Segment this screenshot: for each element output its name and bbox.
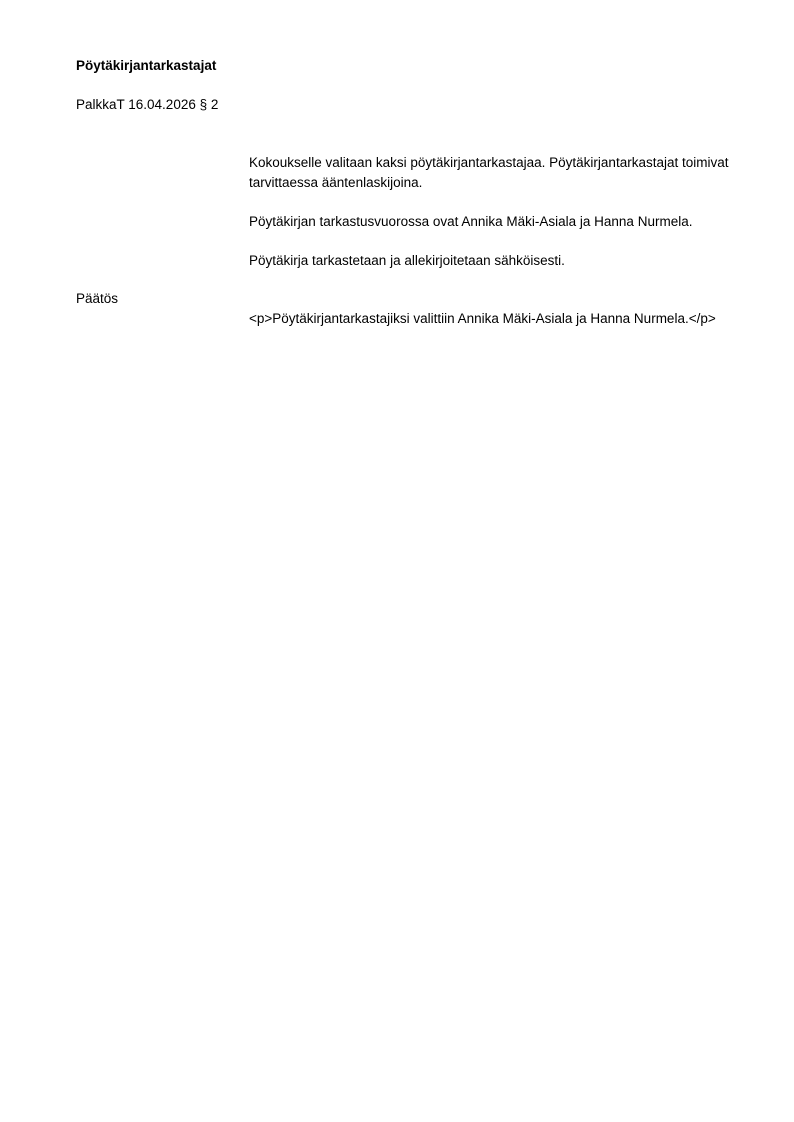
body-paragraph [249,153,749,193]
document-title: Pöytäkirjantarkastajat [76,58,217,73]
paragraph-text: Kokoukselle valitaan kaksi pöytäkirjantarkastajaa. Pöytäkirjantarkastajat toimivat tarvittaessa ääntenlaskijoina. [249,155,729,190]
body-paragraph [249,212,749,232]
decision-section [249,309,739,329]
paragraph-text: Pöytäkirja tarkastetaan ja allekirjoitetaan sähköisesti. [249,253,565,268]
paragraph-text: Pöytäkirjan tarkastusvuorossa ovat Annika Mäki-Asiala ja Hanna Nurmela. [249,214,693,229]
decision-text: <p>Pöytäkirjantarkastajiksi valittiin Annika Mäki-Asiala ja Hanna Nurmela.</p> [249,311,716,326]
meeting-reference: PalkkaT 16.04.2026 § 2 [76,97,219,112]
body-paragraph [249,251,749,271]
decision-label: Päätös [76,291,119,306]
